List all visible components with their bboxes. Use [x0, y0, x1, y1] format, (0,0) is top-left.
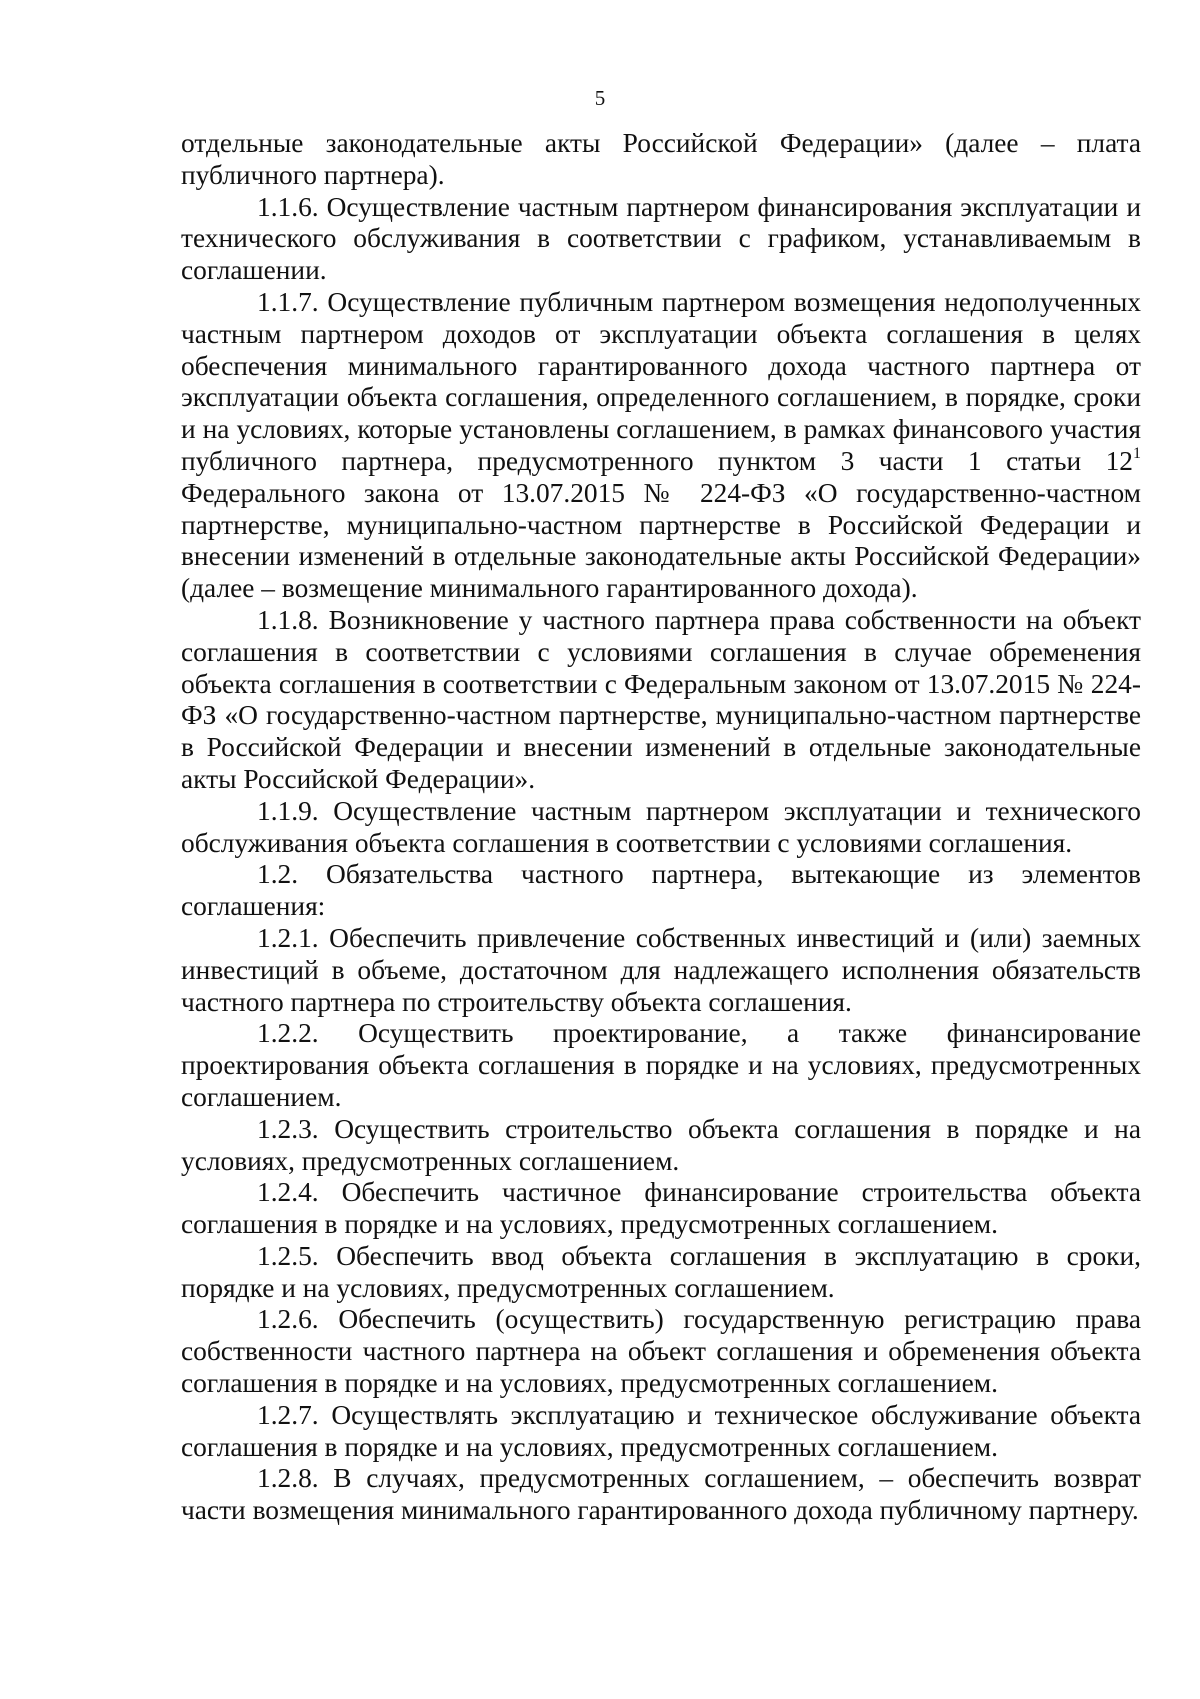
paragraph-1-1-7	[181, 287, 1141, 605]
paragraph-1-2-1: 1.2.1. Обеспечить привлечение собственных инвестиций и (или) заемных инвестиций в объеме, достаточном для надлежащего исполнения обязательств частного партнера по строительству объекта соглашения.	[181, 922, 1141, 1017]
paragraph-1-2-2: 1.2.2. Осуществить проектирование, а также финансирование проектирования объекта соглашения в порядке и на условиях, предусмотренных соглашением.	[181, 1018, 1141, 1112]
paragraph-1-2-4: 1.2.4. Обеспечить частичное финансирование строительства объекта соглашения в порядке и на условиях, предусмотренных соглашением.	[181, 1177, 1141, 1240]
paragraph-1-1-9: 1.1.9. Осуществление частным партнером эксплуатации и технического обслуживания объекта соглашения в соответствии с условиями соглашения.	[181, 795, 1141, 858]
paragraph-1-2-5: 1.2.5. Обеспечить ввод объекта соглашения в эксплуатацию в сроки, порядке и на условиях, предусмотренных соглашением.	[181, 1240, 1141, 1303]
paragraph-1-2-7: 1.2.7. Осуществлять эксплуатацию и техническое обслуживание объекта соглашения в порядке и на условиях, предусмотренных соглашением.	[181, 1399, 1141, 1462]
paragraph-1-2-3: 1.2.3. Осуществить строительство объекта соглашения в порядке и на условиях, предусмотренных соглашением.	[181, 1113, 1141, 1176]
paragraph-1-1-7-text-b: Федерального закона от 13.07.2015 № 224-ФЗ «О государственно-частном партнерстве, муниципально-частном партнерстве в Российской Федерации и внесении изменений в отдельные законодательные акты Российской Федерации» (далее – возмещение минимального гарантированного дохода).	[181, 477, 1141, 604]
paragraph-1-2-8: 1.2.8. В случаях, предусмотренных соглашением, – обеспечить возврат части возмещения минимального гарантированного дохода публичному партнеру.	[181, 1463, 1141, 1526]
paragraph-1-1-8: 1.1.8. Возникновение у частного партнера права собственности на объект соглашения в соответствии с условиями соглашения в случае обременения объекта соглашения в соответствии с Федеральным законом от 13.07.2015 № 224-ФЗ «О государственно-частном партнерстве, муниципально-частном партнерстве в Российской Федерации и внесении изменений в отдельные законодательные акты Российской Федерации».	[181, 604, 1141, 794]
document-body	[181, 128, 1141, 1527]
paragraph-1-1-7-text-a: 1.1.7. Осуществление публичным партнером возмещения недополученных частным партнером доходов от эксплуатации объекта соглашения в целях обеспечения минимального гарантированного дохода частного партнера от эксплуатации объекта соглашения, определенного соглашением, в порядке, сроки и на условиях, которые установлены соглашением, в рамках финансового участия публичного партнера, предусмотренного пунктом 3 части 1 статьи 12	[181, 286, 1141, 476]
paragraph-1-2: 1.2. Обязательства частного партнера, вытекающие из элементов соглашения:	[181, 859, 1141, 922]
article-superscript: 1	[1133, 444, 1141, 462]
paragraph-continuation: отдельные законодательные акты Российской Федерации» (далее – плата публичного партнера).	[181, 128, 1141, 190]
paragraph-1-1-6: 1.1.6. Осуществление частным партнером финансирования эксплуатации и технического обслуживания в соответствии с графиком, устанавливаемым в соглашении.	[181, 191, 1141, 286]
paragraph-1-2-6: 1.2.6. Обеспечить (осуществить) государственную регистрацию права собственности частного партнера на объект соглашения и обременения объекта соглашения в порядке и на условиях, предусмотренных соглашением.	[181, 1304, 1141, 1399]
page-number: 5	[594, 86, 606, 110]
